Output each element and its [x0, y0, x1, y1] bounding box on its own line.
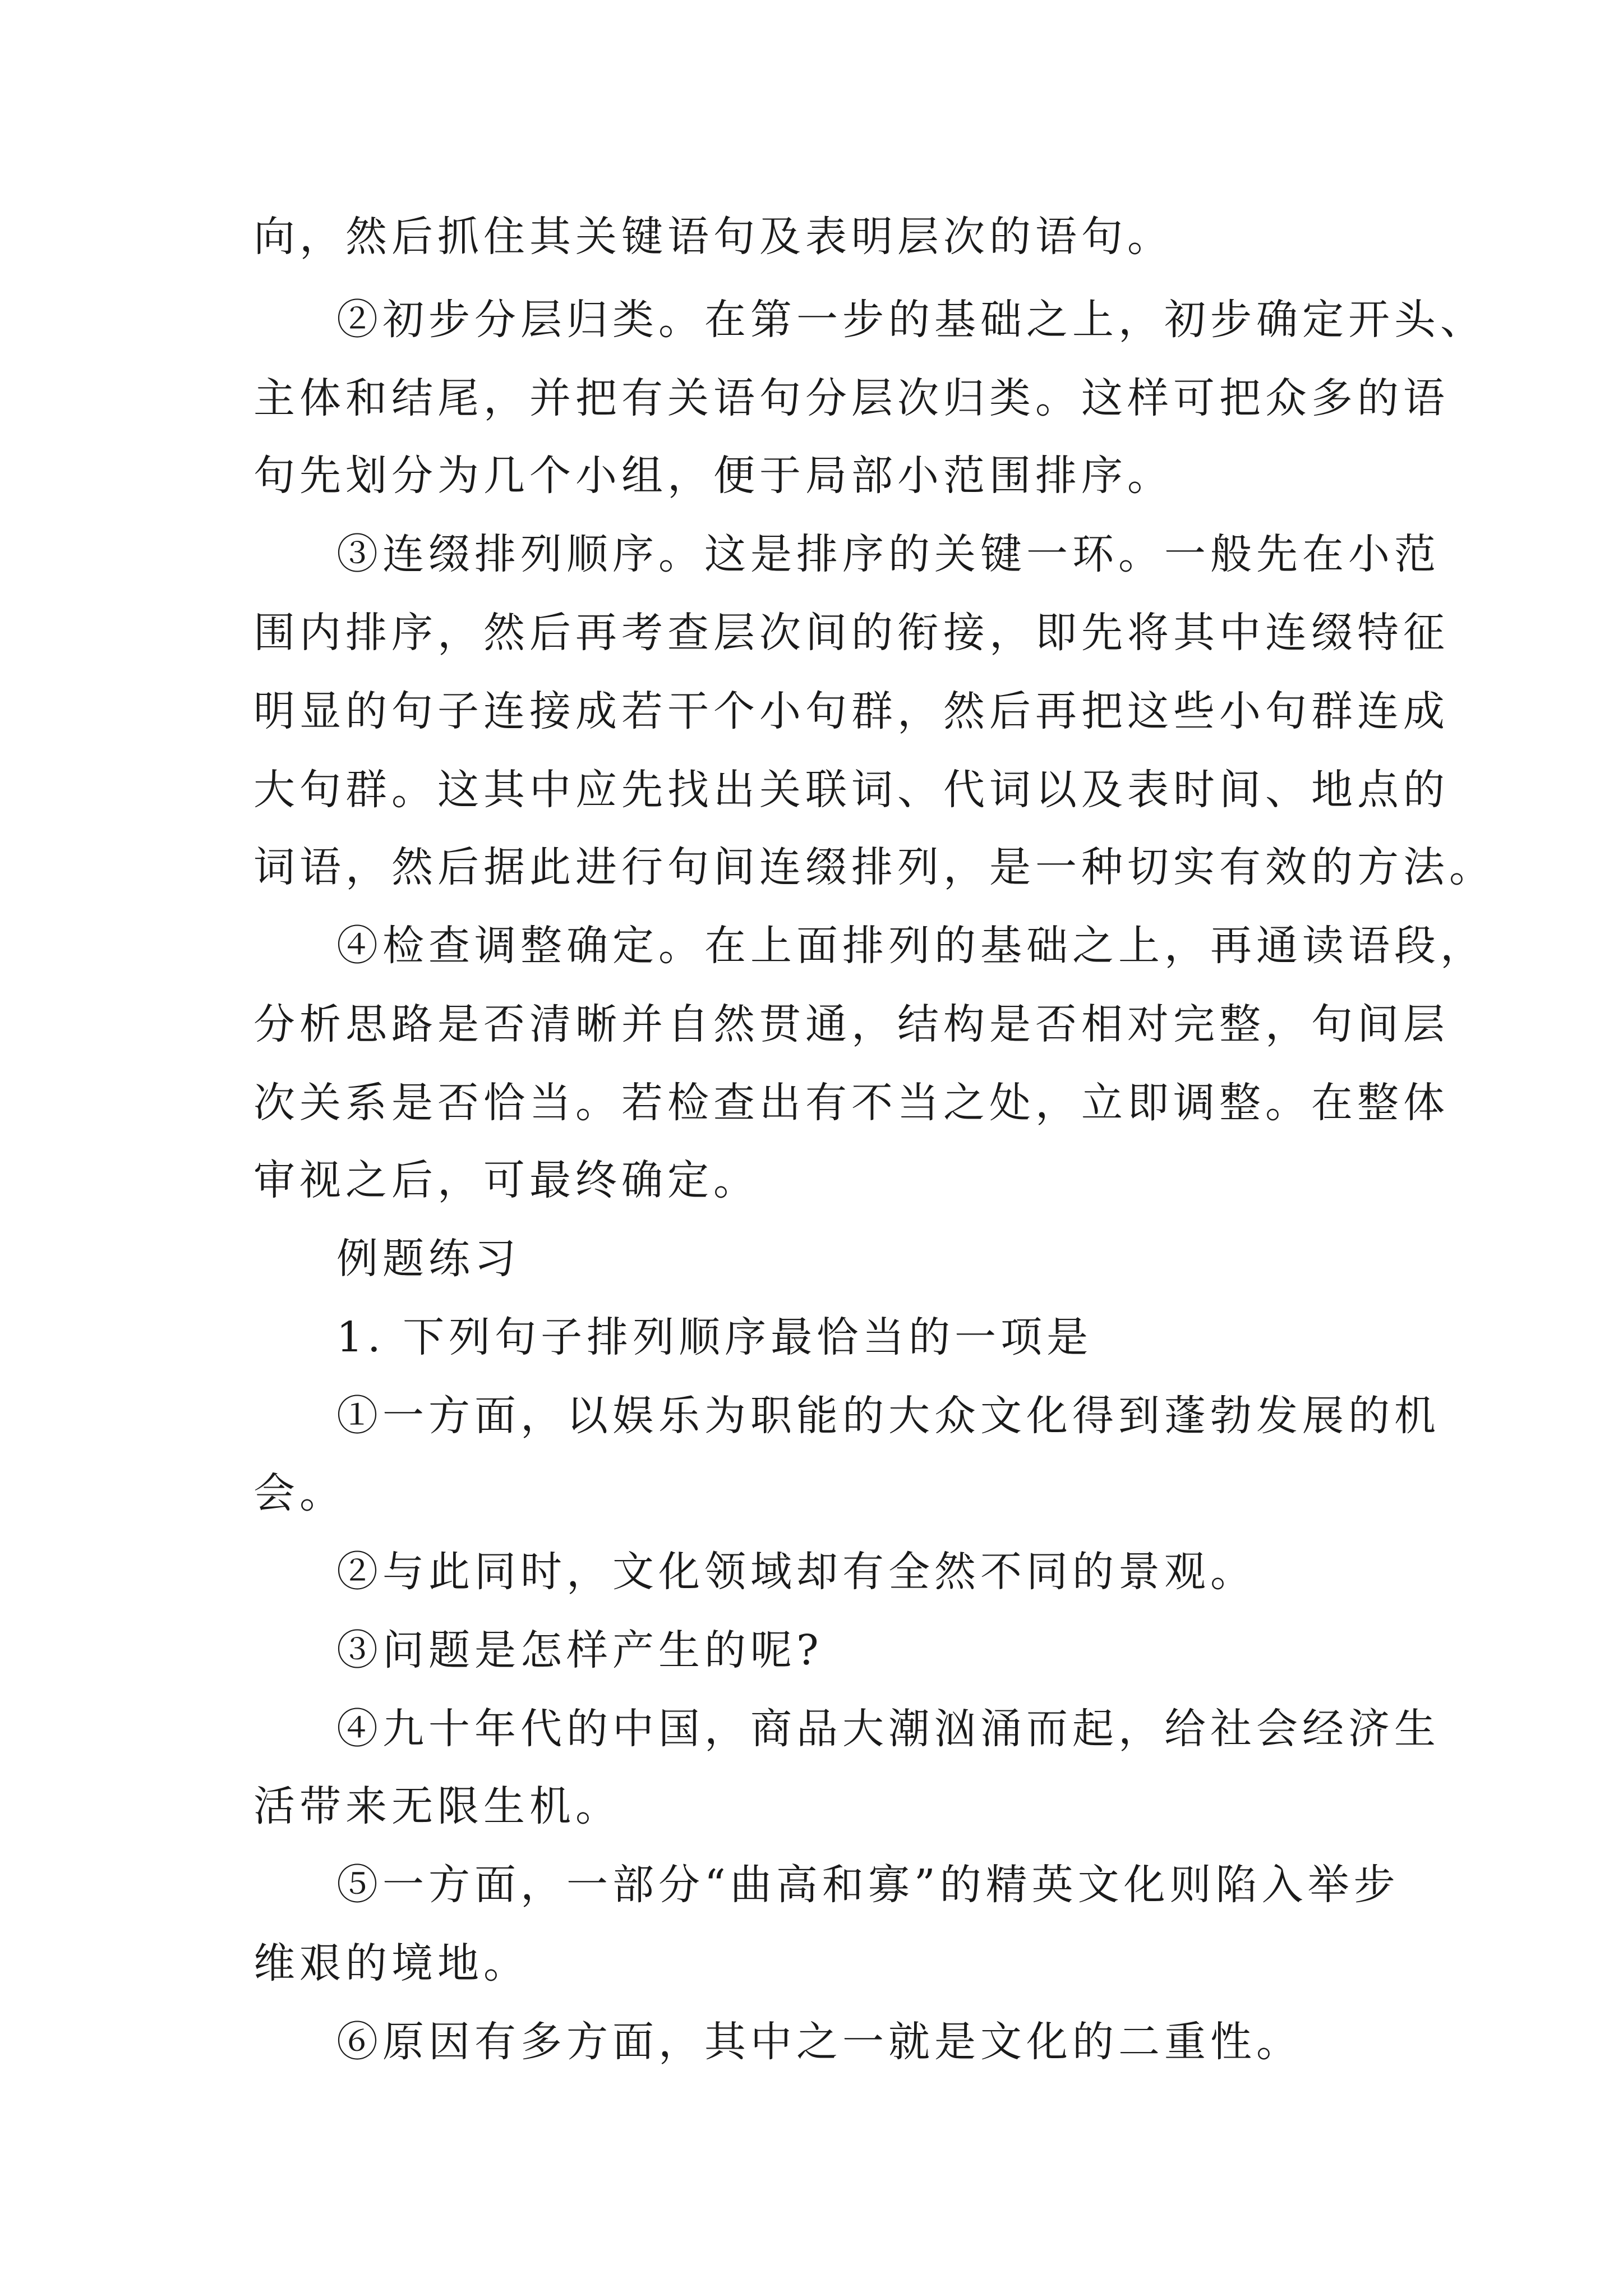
sentence-5: ⑤一方面，一部分“曲高和寡”的精英文化则陷入举步	[336, 1861, 1400, 1909]
sentence-1: ①一方面，以娱乐为职能的大众文化得到蓬勃发展的机	[336, 1392, 1440, 1440]
text-line: 明显的句子连接成若干个小句群，然后再把这些小句群连成	[253, 687, 1449, 735]
text-line: 维艰的境地。	[253, 1939, 529, 1987]
question-stem: 1. 下列句子排列顺序最恰当的一项是	[336, 1313, 1093, 1361]
text-line: 分析思路是否清晰并自然贯通，结构是否相对完整，句间层	[253, 1000, 1449, 1048]
text-line: 句先划分为几个小组，便于局部小范围排序。	[253, 452, 1173, 500]
paragraph-step-4: ④检查调整确定。在上面排列的基础之上，再通读语段，	[336, 922, 1486, 970]
sentence-6: ⑥原因有多方面，其中之一就是文化的二重性。	[336, 2018, 1302, 2066]
text-line: 次关系是否恰当。若检查出有不当之处，立即调整。在整体	[253, 1079, 1449, 1127]
text-line: 会。	[253, 1469, 345, 1517]
sentence-2: ②与此同时，文化领域却有全然不同的景观。	[336, 1548, 1256, 1596]
text-line: 向，然后抓住其关键语句及表明层次的语句。	[253, 213, 1173, 261]
text-line: 词语，然后据此进行句间连缀排列，是一种切实有效的方法。	[253, 843, 1495, 891]
text-line: 主体和结尾，并把有关语句分层次归类。这样可把众多的语	[253, 374, 1449, 422]
text-line: 活带来无限生机。	[253, 1782, 621, 1830]
text-line: 大句群。这其中应先找出关联词、代词以及表时间、地点的	[253, 766, 1449, 814]
sentence-3: ③问题是怎样产生的呢?	[336, 1626, 823, 1674]
sentence-4: ④九十年代的中国，商品大潮汹涌而起，给社会经济生	[336, 1705, 1440, 1753]
paragraph-step-3: ③连缀排列顺序。这是排序的关键一环。一般先在小范	[336, 530, 1440, 578]
text-line: 审视之后，可最终确定。	[253, 1156, 759, 1204]
paragraph-step-2: ②初步分层归类。在第一步的基础之上，初步确定开头、	[336, 296, 1486, 344]
text-line: 围内排序，然后再考查层次间的衔接，即先将其中连缀特征	[253, 609, 1449, 657]
section-heading: 例题练习	[336, 1235, 520, 1283]
